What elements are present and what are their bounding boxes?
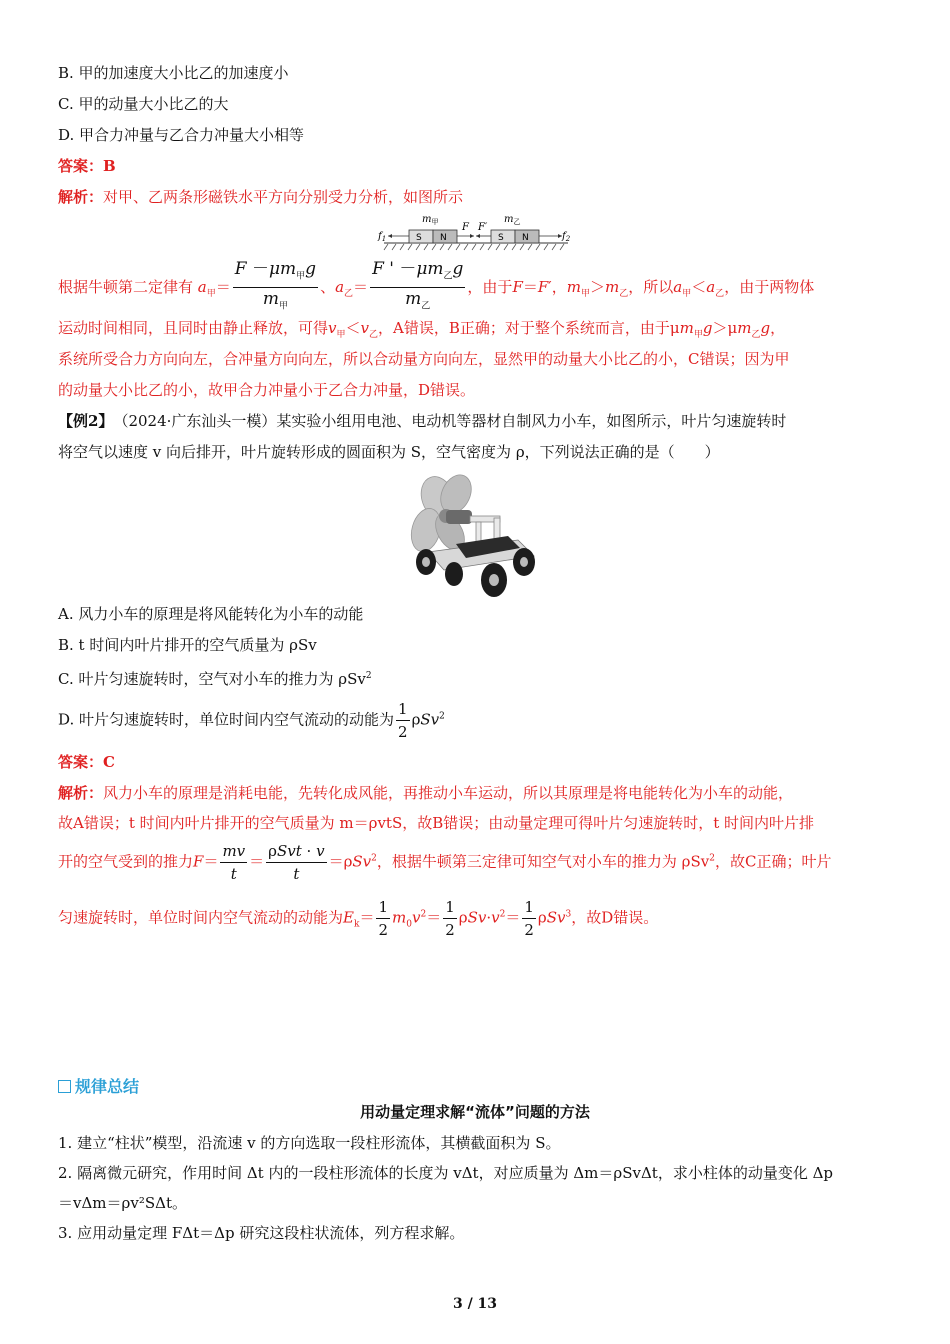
summary-point-2b: ＝vΔm＝ρv²SΔt。 — [58, 1194, 187, 1212]
wind-car-image — [408, 470, 544, 602]
example2-option-c: C. 叶片匀速旋转时，空气对小车的推力为 ρSv$^2$ — [58, 670, 372, 688]
label-Fprime: F′ — [478, 222, 488, 233]
magnet-diagram-svg — [376, 210, 576, 254]
analysis-label: 解析： — [58, 188, 104, 206]
option-c: C. 甲的动量大小比乙的大 — [58, 95, 229, 113]
page-number: 3 / 13 — [452, 1296, 498, 1312]
answer-line-1 — [58, 156, 116, 176]
option-b: B. 甲的加速度大小比乙的加速度小 — [58, 64, 289, 82]
analysis-line-4: 的动量大小比乙的小，故甲合力冲量小于乙合力冲量，D错误。 — [58, 381, 476, 399]
fraction-a-yi: $\frac{F ' -\mu m_乙g}{m_乙}$ — [372, 259, 464, 312]
label-n-2: N — [522, 233, 529, 243]
analysis-intro: 解析：对甲、乙两条形磁铁水平方向分别受力分析，如图所示 — [58, 188, 464, 206]
label-m-yi: $m_乙$ — [504, 214, 521, 226]
summary-point-3: 3. 应用动量定理 FΔt＝Δp 研究这段柱状流体，列方程求解。 — [58, 1224, 465, 1242]
label-s-1: S — [416, 233, 422, 243]
answer-value-2: C — [103, 753, 115, 771]
fraction-a-jia: $\frac{F -\mu m_甲g}{m_甲}$ — [234, 259, 317, 312]
answer-value: B — [103, 157, 116, 175]
example2-stem-1: 【例2】 （2024·广东汕头一模）某实验小组用电池、电动机等器材自制风力小车，如图所示，叶片匀速旋转时 — [58, 412, 787, 430]
analysis-line-3: 系统所受合力方向向左，合冲量方向向左，所以合动量方向向左，显然甲的动量大小比乙的小，C错误；因为甲 — [58, 350, 790, 368]
analysis2-line-3: 开的空气受到的推力F＝ $\frac{mv}{t}$ ＝ $\frac{\text{ρSvt · v}}{t}$ ＝ρSv$^2$，根据牛顿第三定律可知空气对小车的推力为 ρSv$^2$，故C正确；叶片 — [58, 842, 832, 883]
fraction-mv-t: $\frac{mv}{t}$ — [222, 842, 246, 883]
example2-option-b: B. t 时间内叶片排开的空气质量为 ρSv — [58, 636, 317, 654]
summary-title: 规律总结 — [58, 1074, 139, 1097]
label-n-1: N — [440, 233, 447, 243]
label-F: F — [462, 222, 469, 233]
checkbox-icon — [58, 1080, 71, 1093]
analysis-line-2: 运动时间相同，且同时由静止释放，可得$v_甲<v_乙$，A错误，B正确；对于整个系统而言，由于$\mu m_甲g>\mu m_乙g$， — [58, 319, 786, 340]
analysis2-line-2: 故A错误；t 时间内叶片排开的空气质量为 m＝ρvtS，故B错误；由动量定理可得叶片匀速旋转时，t 时间内叶片排 — [58, 814, 815, 832]
answer-label: 答案： — [58, 157, 104, 175]
example2-stem-2: 将空气以速度 v 向后排开，叶片旋转形成的圆面积为 S，空气密度为 ρ，下列说法正确的是（ ） — [58, 443, 720, 461]
summary-heading: 用动量定理求解“流体”问题的方法 — [360, 1103, 590, 1121]
summary-point-1: 1. 建立“柱状”模型，沿流速 v 的方向选取一段柱形流体，其横截面积为 S。 — [58, 1134, 561, 1152]
magnet-force-diagram — [376, 210, 576, 254]
option-d: D. 甲合力冲量与乙合力冲量大小相等 — [58, 126, 305, 144]
label-s-2: S — [498, 233, 504, 243]
label-f1: $f_1$ — [378, 231, 387, 243]
example2-label: 【例2】 — [58, 412, 106, 430]
example2-option-a: A. 风力小车的原理是将风能转化为小车的动能 — [58, 605, 364, 623]
analysis2-line-4: 匀速旋转时，单位时间内空气流动的动能为$E_k=$ $\frac{1}{2}$ $m_0v^2=$ $\frac{1}{2}$ $\rho Sv\cdot v^2=$ $\frac{1}{2}$ ρSv$^3$，故D错误。 — [58, 898, 659, 939]
answer-label-2: 答案： — [58, 753, 104, 771]
fraction-rho-svt: $\frac{\text{ρSvt · v}}{t}$ — [268, 842, 325, 883]
summary-point-2a: 2. 隔离微元研究，作用时间 Δt 内的一段柱形流体的长度为 vΔt，对应质量为 Δm＝ρSvΔt，求小柱体的动量变化 Δp — [58, 1164, 834, 1182]
answer-line-2 — [58, 752, 115, 772]
label-m-jia: $m_甲$ — [422, 214, 439, 226]
analysis2-line-1: 解析：风力小车的原理是消耗电能，先转化成风能，再推动小车运动，所以其原理是将电能转化为小车的动能， — [58, 784, 794, 802]
label-f2: $f_2$ — [562, 231, 571, 243]
fraction-half-d: $\frac{1}{2}$ — [398, 700, 408, 741]
analysis-label-2: 解析： — [58, 784, 104, 802]
newton-law-line: 根据牛顿第二定律有 $a_甲=$ $\frac{F -\mu m_甲g}{m_甲}$ 、$a_乙=$ $\frac{F ' -\mu m_乙g}{m_乙}$ ，由于F＝F′，$m_甲>m_乙$，所以$a_甲<a_乙$，由于两物体 — [58, 258, 814, 318]
example2-option-d: D. 叶片匀速旋转时，单位时间内空气流动的动能为 $\frac{1}{2}$ ρSv$^2$ — [58, 700, 445, 741]
wind-car-svg — [408, 470, 544, 602]
